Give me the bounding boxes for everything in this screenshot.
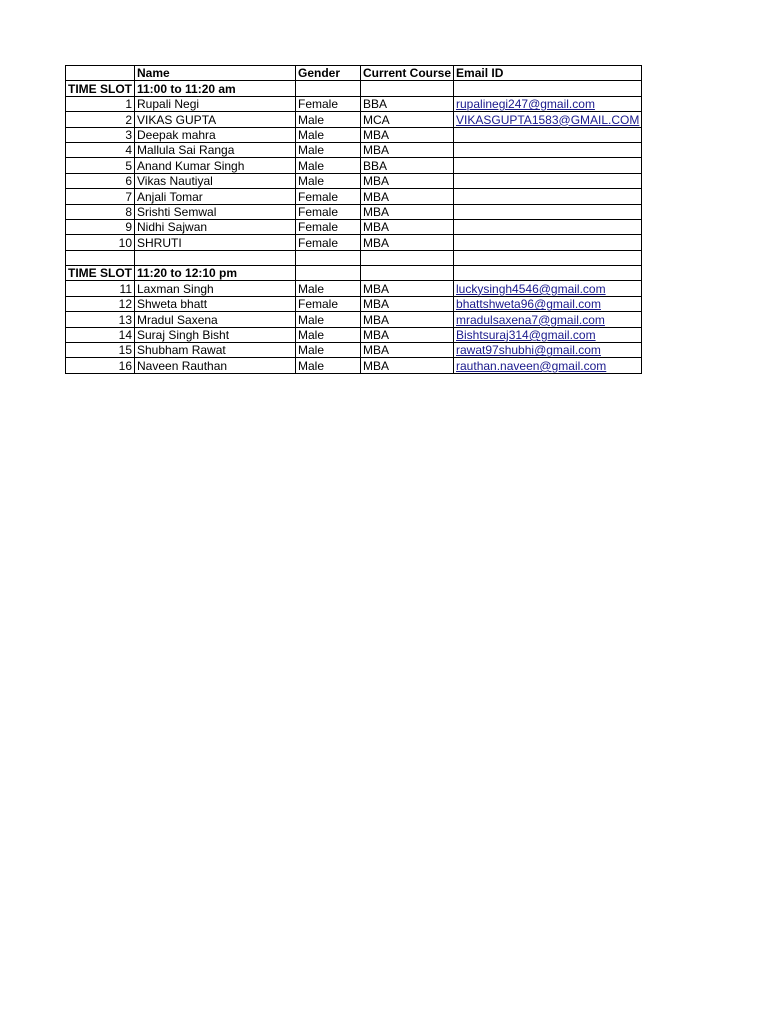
time-slot-row bbox=[66, 81, 642, 96]
course-cell: MBA bbox=[361, 235, 454, 250]
student-name-cell: Srishti Semwal bbox=[135, 204, 296, 219]
email-link[interactable]: luckysingh4546@gmail.com bbox=[456, 281, 606, 296]
time-slot-range: 11:20 to 12:10 pm bbox=[135, 266, 296, 281]
table-row bbox=[66, 189, 642, 204]
course-cell: MBA bbox=[361, 312, 454, 327]
serial-number-cell: 2 bbox=[66, 112, 135, 127]
gender-cell: Male bbox=[296, 327, 361, 342]
email-cell bbox=[454, 189, 642, 204]
course-cell: MBA bbox=[361, 296, 454, 311]
table-row bbox=[66, 127, 642, 142]
student-time-slot-table bbox=[65, 65, 642, 374]
time-slot-label: TIME SLOT bbox=[66, 266, 135, 281]
serial-number-cell: 13 bbox=[66, 312, 135, 327]
gender-cell: Female bbox=[296, 235, 361, 250]
email-link[interactable]: Bishtsuraj314@gmail.com bbox=[456, 328, 596, 343]
time-slot-range: 11:00 to 11:20 am bbox=[135, 81, 296, 96]
serial-number-cell: 6 bbox=[66, 173, 135, 188]
email-cell bbox=[454, 281, 642, 296]
email-cell bbox=[454, 204, 642, 219]
empty-cell bbox=[454, 81, 642, 96]
serial-number-cell: 1 bbox=[66, 96, 135, 111]
gender-cell: Male bbox=[296, 127, 361, 142]
empty-cell bbox=[454, 266, 642, 281]
email-cell bbox=[454, 127, 642, 142]
empty-cell bbox=[361, 266, 454, 281]
time-slot-label: TIME SLOT bbox=[66, 81, 135, 96]
email-link[interactable]: rawat97shubhi@gmail.com bbox=[456, 343, 601, 358]
table-row bbox=[66, 204, 642, 219]
course-cell: MBA bbox=[361, 358, 454, 373]
gender-cell: Male bbox=[296, 343, 361, 358]
student-name-cell: Shweta bhatt bbox=[135, 296, 296, 311]
time-slot-row bbox=[66, 266, 642, 281]
course-cell: MBA bbox=[361, 327, 454, 342]
email-cell bbox=[454, 312, 642, 327]
blank-row bbox=[66, 250, 642, 265]
serial-number-cell: 14 bbox=[66, 327, 135, 342]
email-cell bbox=[454, 343, 642, 358]
student-name-cell: Anjali Tomar bbox=[135, 189, 296, 204]
table-row bbox=[66, 296, 642, 311]
gender-cell: Male bbox=[296, 112, 361, 127]
course-cell: MBA bbox=[361, 343, 454, 358]
course-cell: MBA bbox=[361, 127, 454, 142]
empty-cell bbox=[361, 81, 454, 96]
email-link[interactable]: rupalinegi247@gmail.com bbox=[456, 97, 595, 112]
serial-number-cell: 3 bbox=[66, 127, 135, 142]
table-row bbox=[66, 96, 642, 111]
course-cell: MBA bbox=[361, 189, 454, 204]
serial-number-cell: 8 bbox=[66, 204, 135, 219]
empty-cell bbox=[361, 250, 454, 265]
table-row bbox=[66, 219, 642, 234]
serial-number-cell: 11 bbox=[66, 281, 135, 296]
serial-number-cell: 7 bbox=[66, 189, 135, 204]
serial-number-cell: 9 bbox=[66, 219, 135, 234]
course-cell: MBA bbox=[361, 219, 454, 234]
table-row bbox=[66, 235, 642, 250]
email-cell bbox=[454, 296, 642, 311]
serial-number-cell: 15 bbox=[66, 343, 135, 358]
email-cell bbox=[454, 158, 642, 173]
gender-cell: Male bbox=[296, 173, 361, 188]
gender-cell: Male bbox=[296, 312, 361, 327]
student-name-cell: Anand Kumar Singh bbox=[135, 158, 296, 173]
empty-cell bbox=[66, 250, 135, 265]
table-row bbox=[66, 158, 642, 173]
header-row bbox=[66, 66, 642, 81]
student-name-cell: VIKAS GUPTA bbox=[135, 112, 296, 127]
email-cell bbox=[454, 327, 642, 342]
gender-cell: Male bbox=[296, 142, 361, 157]
email-link[interactable]: VIKASGUPTA1583@GMAIL.COM bbox=[456, 112, 640, 127]
email-cell bbox=[454, 112, 642, 127]
empty-cell bbox=[296, 81, 361, 96]
email-cell bbox=[454, 235, 642, 250]
serial-number-cell: 16 bbox=[66, 358, 135, 373]
student-name-cell: Shubham Rawat bbox=[135, 343, 296, 358]
student-name-cell: Nidhi Sajwan bbox=[135, 219, 296, 234]
student-name-cell: Rupali Negi bbox=[135, 96, 296, 111]
table-row bbox=[66, 112, 642, 127]
table-row bbox=[66, 173, 642, 188]
header-name-cell: Name bbox=[135, 66, 296, 81]
student-name-cell: Vikas Nautiyal bbox=[135, 173, 296, 188]
table-body bbox=[66, 66, 642, 374]
course-cell: MBA bbox=[361, 204, 454, 219]
header-course-cell: Current Course bbox=[361, 66, 454, 81]
email-cell bbox=[454, 219, 642, 234]
empty-cell bbox=[296, 250, 361, 265]
student-name-cell: Mradul Saxena bbox=[135, 312, 296, 327]
table-row bbox=[66, 327, 642, 342]
table-row bbox=[66, 281, 642, 296]
table-row bbox=[66, 343, 642, 358]
email-cell bbox=[454, 142, 642, 157]
gender-cell: Male bbox=[296, 358, 361, 373]
serial-number-cell: 5 bbox=[66, 158, 135, 173]
gender-cell: Female bbox=[296, 96, 361, 111]
email-link[interactable]: mradulsaxena7@gmail.com bbox=[456, 312, 605, 327]
gender-cell: Male bbox=[296, 281, 361, 296]
student-name-cell: Laxman Singh bbox=[135, 281, 296, 296]
empty-cell bbox=[135, 250, 296, 265]
course-cell: MBA bbox=[361, 173, 454, 188]
serial-number-cell: 12 bbox=[66, 296, 135, 311]
serial-number-cell: 10 bbox=[66, 235, 135, 250]
course-cell: BBA bbox=[361, 96, 454, 111]
gender-cell: Female bbox=[296, 296, 361, 311]
student-name-cell: Mallula Sai Ranga bbox=[135, 142, 296, 157]
header-no-cell bbox=[66, 66, 135, 81]
gender-cell: Female bbox=[296, 219, 361, 234]
student-name-cell: Deepak mahra bbox=[135, 127, 296, 142]
empty-cell bbox=[296, 266, 361, 281]
course-cell: MBA bbox=[361, 281, 454, 296]
email-link[interactable]: rauthan.naveen@gmail.com bbox=[456, 358, 607, 373]
course-cell: BBA bbox=[361, 158, 454, 173]
table-row bbox=[66, 142, 642, 157]
email-cell bbox=[454, 96, 642, 111]
email-link[interactable]: bhattshweta96@gmail.com bbox=[456, 297, 601, 312]
student-name-cell: SHRUTI bbox=[135, 235, 296, 250]
empty-cell bbox=[454, 250, 642, 265]
student-name-cell: Naveen Rauthan bbox=[135, 358, 296, 373]
table-row bbox=[66, 358, 642, 373]
header-email-cell: Email ID bbox=[454, 66, 642, 81]
email-cell bbox=[454, 358, 642, 373]
gender-cell: Female bbox=[296, 189, 361, 204]
header-gender-cell: Gender bbox=[296, 66, 361, 81]
student-name-cell: Suraj Singh Bisht bbox=[135, 327, 296, 342]
serial-number-cell: 4 bbox=[66, 142, 135, 157]
course-cell: MBA bbox=[361, 142, 454, 157]
gender-cell: Male bbox=[296, 158, 361, 173]
course-cell: MCA bbox=[361, 112, 454, 127]
email-cell bbox=[454, 173, 642, 188]
gender-cell: Female bbox=[296, 204, 361, 219]
table-row bbox=[66, 312, 642, 327]
